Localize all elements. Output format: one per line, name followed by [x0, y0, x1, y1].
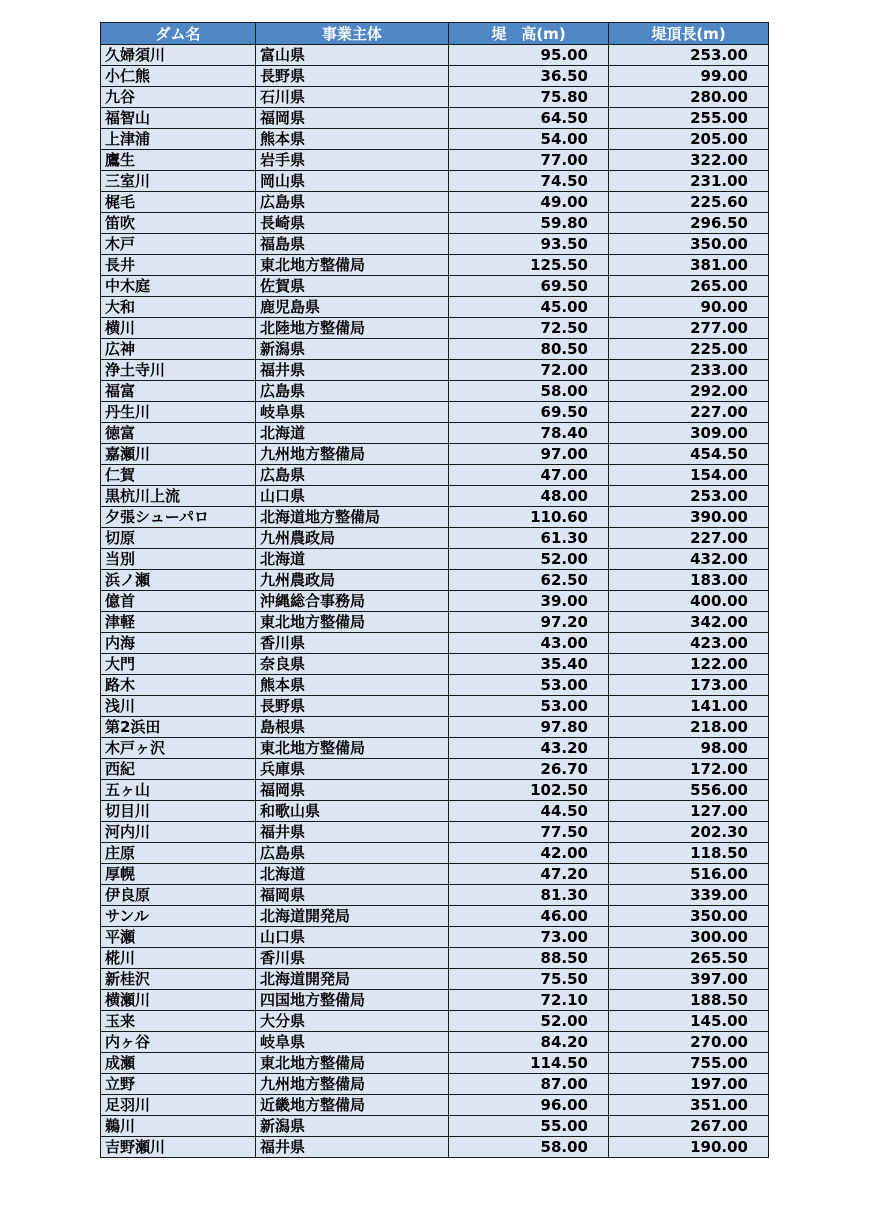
crest-length-cell: 280.00 [609, 87, 769, 108]
operator-cell: 岐阜県 [256, 402, 449, 423]
dam-height-cell: 44.50 [449, 801, 609, 822]
operator-cell: 東北地方整備局 [256, 255, 449, 276]
crest-length-cell: 265.00 [609, 276, 769, 297]
table-row [101, 171, 769, 192]
table-row [101, 1032, 769, 1053]
table-row [101, 402, 769, 423]
crest-length-cell: 233.00 [609, 360, 769, 381]
crest-length-cell: 188.50 [609, 990, 769, 1011]
crest-length-cell: 292.00 [609, 381, 769, 402]
dam-name-cell: 三室川 [101, 171, 256, 192]
dam-name-cell: 木戸ヶ沢 [101, 738, 256, 759]
dam-height-cell: 110.60 [449, 507, 609, 528]
table-row [101, 948, 769, 969]
table-row [101, 381, 769, 402]
dam-height-cell: 58.00 [449, 381, 609, 402]
crest-length-cell: 277.00 [609, 318, 769, 339]
table-row [101, 45, 769, 66]
crest-length-cell: 141.00 [609, 696, 769, 717]
crest-length-cell: 90.00 [609, 297, 769, 318]
table-row [101, 255, 769, 276]
dam-height-cell: 53.00 [449, 675, 609, 696]
dam-name-cell: 浅川 [101, 696, 256, 717]
dam-height-cell: 78.40 [449, 423, 609, 444]
dam-name-cell: 夕張シューパロ [101, 507, 256, 528]
dam-name-cell: サンル [101, 906, 256, 927]
dam-name-cell: 福智山 [101, 108, 256, 129]
dam-height-cell: 55.00 [449, 1116, 609, 1137]
crest-length-cell: 231.00 [609, 171, 769, 192]
dam-name-cell: 庄原 [101, 843, 256, 864]
dam-name-cell: 広神 [101, 339, 256, 360]
operator-cell: 香川県 [256, 633, 449, 654]
operator-cell: 福井県 [256, 1137, 449, 1158]
operator-cell: 広島県 [256, 192, 449, 213]
table-row [101, 990, 769, 1011]
operator-cell: 石川県 [256, 87, 449, 108]
header-dam-name: ダム名 [101, 23, 256, 45]
dam-height-cell: 59.80 [449, 213, 609, 234]
operator-cell: 島根県 [256, 717, 449, 738]
operator-cell: 北海道地方整備局 [256, 507, 449, 528]
crest-length-cell: 127.00 [609, 801, 769, 822]
dam-height-cell: 80.50 [449, 339, 609, 360]
dam-name-cell: 吉野瀬川 [101, 1137, 256, 1158]
dam-height-cell: 47.00 [449, 465, 609, 486]
dam-height-cell: 35.40 [449, 654, 609, 675]
dam-name-cell: 内海 [101, 633, 256, 654]
dam-name-cell: 西紀 [101, 759, 256, 780]
dam-name-cell: 徳富 [101, 423, 256, 444]
table-row [101, 87, 769, 108]
table-row [101, 864, 769, 885]
dam-height-cell: 54.00 [449, 129, 609, 150]
dam-height-cell: 52.00 [449, 549, 609, 570]
crest-length-cell: 270.00 [609, 1032, 769, 1053]
table-row [101, 213, 769, 234]
dam-name-cell: 立野 [101, 1074, 256, 1095]
dam-name-cell: 五ヶ山 [101, 780, 256, 801]
dam-height-cell: 74.50 [449, 171, 609, 192]
crest-length-cell: 400.00 [609, 591, 769, 612]
dam-name-cell: 第2浜田 [101, 717, 256, 738]
crest-length-cell: 339.00 [609, 885, 769, 906]
table-row [101, 591, 769, 612]
operator-cell: 北陸地方整備局 [256, 318, 449, 339]
crest-length-cell: 197.00 [609, 1074, 769, 1095]
table-row [101, 423, 769, 444]
dam-height-cell: 45.00 [449, 297, 609, 318]
crest-length-cell: 556.00 [609, 780, 769, 801]
header-row [101, 23, 769, 45]
operator-cell: 福島県 [256, 234, 449, 255]
table-row [101, 1074, 769, 1095]
table-body [101, 45, 769, 1158]
operator-cell: 長野県 [256, 66, 449, 87]
dam-name-cell: 津軽 [101, 612, 256, 633]
dam-height-cell: 75.50 [449, 969, 609, 990]
dam-name-cell: 厚幌 [101, 864, 256, 885]
dam-name-cell: 丹生川 [101, 402, 256, 423]
table-row [101, 108, 769, 129]
table-row [101, 297, 769, 318]
dam-height-cell: 43.00 [449, 633, 609, 654]
table-row [101, 738, 769, 759]
dam-name-cell: 中木庭 [101, 276, 256, 297]
crest-length-cell: 227.00 [609, 528, 769, 549]
dam-height-cell: 42.00 [449, 843, 609, 864]
crest-length-cell: 253.00 [609, 486, 769, 507]
dam-name-cell: 鷹生 [101, 150, 256, 171]
dam-height-cell: 77.00 [449, 150, 609, 171]
table-row [101, 507, 769, 528]
dam-name-cell: 鵜川 [101, 1116, 256, 1137]
crest-length-cell: 154.00 [609, 465, 769, 486]
dam-height-cell: 81.30 [449, 885, 609, 906]
dam-height-cell: 97.20 [449, 612, 609, 633]
table-row [101, 150, 769, 171]
dam-height-cell: 75.80 [449, 87, 609, 108]
dam-height-cell: 72.50 [449, 318, 609, 339]
table-row [101, 612, 769, 633]
table-row [101, 570, 769, 591]
crest-length-cell: 755.00 [609, 1053, 769, 1074]
header-operator: 事業主体 [256, 23, 449, 45]
table-row [101, 1053, 769, 1074]
dam-name-cell: 浜ノ瀬 [101, 570, 256, 591]
operator-cell: 九州農政局 [256, 528, 449, 549]
operator-cell: 大分県 [256, 1011, 449, 1032]
dam-height-cell: 43.20 [449, 738, 609, 759]
dam-name-cell: 笛吹 [101, 213, 256, 234]
crest-length-cell: 309.00 [609, 423, 769, 444]
dam-height-cell: 102.50 [449, 780, 609, 801]
operator-cell: 福井県 [256, 360, 449, 381]
table-row [101, 1095, 769, 1116]
dam-name-cell: 路木 [101, 675, 256, 696]
operator-cell: 広島県 [256, 381, 449, 402]
operator-cell: 岐阜県 [256, 1032, 449, 1053]
dam-height-cell: 47.20 [449, 864, 609, 885]
table-row [101, 192, 769, 213]
crest-length-cell: 350.00 [609, 906, 769, 927]
dam-name-cell: 浄土寺川 [101, 360, 256, 381]
dam-name-cell: 大門 [101, 654, 256, 675]
dam-height-cell: 97.00 [449, 444, 609, 465]
crest-length-cell: 351.00 [609, 1095, 769, 1116]
operator-cell: 東北地方整備局 [256, 1053, 449, 1074]
table-row [101, 696, 769, 717]
table-row [101, 927, 769, 948]
crest-length-cell: 227.00 [609, 402, 769, 423]
dam-height-cell: 77.50 [449, 822, 609, 843]
dam-name-cell: 切原 [101, 528, 256, 549]
crest-length-cell: 202.30 [609, 822, 769, 843]
dam-height-cell: 26.70 [449, 759, 609, 780]
crest-length-cell: 118.50 [609, 843, 769, 864]
dam-name-cell: 福富 [101, 381, 256, 402]
dam-height-cell: 69.50 [449, 276, 609, 297]
operator-cell: 九州地方整備局 [256, 444, 449, 465]
table-row [101, 528, 769, 549]
dam-name-cell: 新桂沢 [101, 969, 256, 990]
crest-length-cell: 225.00 [609, 339, 769, 360]
table-row [101, 885, 769, 906]
crest-length-cell: 516.00 [609, 864, 769, 885]
table-row [101, 654, 769, 675]
operator-cell: 香川県 [256, 948, 449, 969]
table-row [101, 66, 769, 87]
table-row [101, 360, 769, 381]
crest-length-cell: 267.00 [609, 1116, 769, 1137]
table-row [101, 906, 769, 927]
crest-length-cell: 225.60 [609, 192, 769, 213]
table-row [101, 675, 769, 696]
dam-name-cell: 黒杭川上流 [101, 486, 256, 507]
table-row [101, 276, 769, 297]
operator-cell: 鹿児島県 [256, 297, 449, 318]
table-row [101, 801, 769, 822]
dam-name-cell: 億首 [101, 591, 256, 612]
operator-cell: 兵庫県 [256, 759, 449, 780]
dam-name-cell: 当別 [101, 549, 256, 570]
dam-height-cell: 36.50 [449, 66, 609, 87]
operator-cell: 岡山県 [256, 171, 449, 192]
operator-cell: 近畿地方整備局 [256, 1095, 449, 1116]
dam-height-cell: 72.10 [449, 990, 609, 1011]
dam-name-cell: 大和 [101, 297, 256, 318]
crest-length-cell: 255.00 [609, 108, 769, 129]
operator-cell: 福井県 [256, 822, 449, 843]
crest-length-cell: 342.00 [609, 612, 769, 633]
table-row [101, 1137, 769, 1158]
operator-cell: 奈良県 [256, 654, 449, 675]
crest-length-cell: 98.00 [609, 738, 769, 759]
crest-length-cell: 122.00 [609, 654, 769, 675]
operator-cell: 九州地方整備局 [256, 1074, 449, 1095]
operator-cell: 富山県 [256, 45, 449, 66]
dam-name-cell: 伊良原 [101, 885, 256, 906]
crest-length-cell: 300.00 [609, 927, 769, 948]
dam-height-cell: 114.50 [449, 1053, 609, 1074]
header-crest-length: 堤頂長(m) [609, 23, 769, 45]
operator-cell: 山口県 [256, 927, 449, 948]
dam-name-cell: 上津浦 [101, 129, 256, 150]
operator-cell: 四国地方整備局 [256, 990, 449, 1011]
dam-height-cell: 88.50 [449, 948, 609, 969]
crest-length-cell: 350.00 [609, 234, 769, 255]
dam-height-cell: 58.00 [449, 1137, 609, 1158]
table-row [101, 486, 769, 507]
crest-length-cell: 296.50 [609, 213, 769, 234]
table-row [101, 969, 769, 990]
crest-length-cell: 322.00 [609, 150, 769, 171]
dam-height-cell: 125.50 [449, 255, 609, 276]
dam-height-cell: 95.00 [449, 45, 609, 66]
operator-cell: 北海道開発局 [256, 969, 449, 990]
table-row [101, 1116, 769, 1137]
crest-length-cell: 381.00 [609, 255, 769, 276]
dam-height-cell: 84.20 [449, 1032, 609, 1053]
table-row [101, 843, 769, 864]
dam-name-cell: 久婦須川 [101, 45, 256, 66]
operator-cell: 東北地方整備局 [256, 612, 449, 633]
table-row [101, 633, 769, 654]
dam-height-cell: 64.50 [449, 108, 609, 129]
operator-cell: 広島県 [256, 465, 449, 486]
table-row [101, 759, 769, 780]
operator-cell: 山口県 [256, 486, 449, 507]
table-row [101, 234, 769, 255]
dam-height-cell: 73.00 [449, 927, 609, 948]
crest-length-cell: 265.50 [609, 948, 769, 969]
dam-height-cell: 61.30 [449, 528, 609, 549]
operator-cell: 北海道開発局 [256, 906, 449, 927]
table-row [101, 717, 769, 738]
table-row [101, 1011, 769, 1032]
operator-cell: 新潟県 [256, 339, 449, 360]
dam-name-cell: 木戸 [101, 234, 256, 255]
crest-length-cell: 432.00 [609, 549, 769, 570]
dam-height-cell: 62.50 [449, 570, 609, 591]
header-dam-height: 堤 高(m) [449, 23, 609, 45]
dam-name-cell: 椛川 [101, 948, 256, 969]
dam-name-cell: 足羽川 [101, 1095, 256, 1116]
dam-name-cell: 九谷 [101, 87, 256, 108]
dam-height-cell: 53.00 [449, 696, 609, 717]
dam-height-cell: 69.50 [449, 402, 609, 423]
dam-name-cell: 河内川 [101, 822, 256, 843]
operator-cell: 北海道 [256, 549, 449, 570]
crest-length-cell: 205.00 [609, 129, 769, 150]
dam-table [100, 22, 769, 1158]
crest-length-cell: 183.00 [609, 570, 769, 591]
dam-name-cell: 仁賀 [101, 465, 256, 486]
crest-length-cell: 172.00 [609, 759, 769, 780]
crest-length-cell: 253.00 [609, 45, 769, 66]
operator-cell: 熊本県 [256, 675, 449, 696]
dam-height-cell: 87.00 [449, 1074, 609, 1095]
dam-name-cell: 横瀬川 [101, 990, 256, 1011]
operator-cell: 福岡県 [256, 108, 449, 129]
dam-height-cell: 72.00 [449, 360, 609, 381]
dam-name-cell: 玉来 [101, 1011, 256, 1032]
dam-height-cell: 46.00 [449, 906, 609, 927]
dam-height-cell: 49.00 [449, 192, 609, 213]
operator-cell: 東北地方整備局 [256, 738, 449, 759]
dam-height-cell: 39.00 [449, 591, 609, 612]
table-row [101, 339, 769, 360]
dam-name-cell: 成瀬 [101, 1053, 256, 1074]
operator-cell: 広島県 [256, 843, 449, 864]
operator-cell: 福岡県 [256, 885, 449, 906]
dam-height-cell: 93.50 [449, 234, 609, 255]
dam-height-cell: 96.00 [449, 1095, 609, 1116]
dam-name-cell: 嘉瀬川 [101, 444, 256, 465]
operator-cell: 長崎県 [256, 213, 449, 234]
operator-cell: 北海道 [256, 864, 449, 885]
table-row [101, 465, 769, 486]
crest-length-cell: 218.00 [609, 717, 769, 738]
crest-length-cell: 423.00 [609, 633, 769, 654]
operator-cell: 長野県 [256, 696, 449, 717]
table-row [101, 129, 769, 150]
table-row [101, 780, 769, 801]
dam-name-cell: 小仁熊 [101, 66, 256, 87]
dam-height-cell: 97.80 [449, 717, 609, 738]
dam-height-cell: 48.00 [449, 486, 609, 507]
dam-name-cell: 梶毛 [101, 192, 256, 213]
table-row [101, 318, 769, 339]
crest-length-cell: 145.00 [609, 1011, 769, 1032]
table-row [101, 549, 769, 570]
table-row [101, 444, 769, 465]
crest-length-cell: 454.50 [609, 444, 769, 465]
crest-length-cell: 99.00 [609, 66, 769, 87]
operator-cell: 岩手県 [256, 150, 449, 171]
operator-cell: 熊本県 [256, 129, 449, 150]
dam-name-cell: 平瀬 [101, 927, 256, 948]
dam-name-cell: 横川 [101, 318, 256, 339]
table-row [101, 822, 769, 843]
operator-cell: 九州農政局 [256, 570, 449, 591]
operator-cell: 和歌山県 [256, 801, 449, 822]
operator-cell: 北海道 [256, 423, 449, 444]
dam-name-cell: 内ヶ谷 [101, 1032, 256, 1053]
crest-length-cell: 390.00 [609, 507, 769, 528]
dam-name-cell: 切目川 [101, 801, 256, 822]
operator-cell: 福岡県 [256, 780, 449, 801]
crest-length-cell: 190.00 [609, 1137, 769, 1158]
crest-length-cell: 173.00 [609, 675, 769, 696]
operator-cell: 佐賀県 [256, 276, 449, 297]
crest-length-cell: 397.00 [609, 969, 769, 990]
dam-name-cell: 長井 [101, 255, 256, 276]
operator-cell: 新潟県 [256, 1116, 449, 1137]
dam-height-cell: 52.00 [449, 1011, 609, 1032]
operator-cell: 沖縄総合事務局 [256, 591, 449, 612]
